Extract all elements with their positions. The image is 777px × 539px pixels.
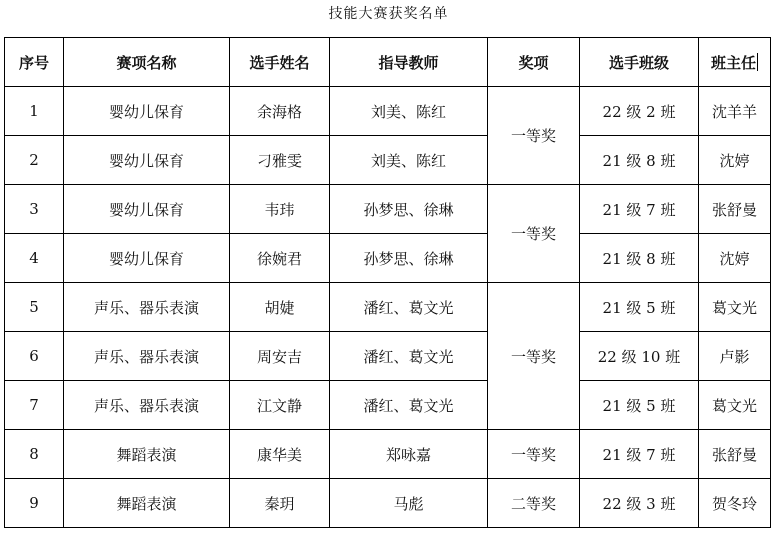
cell-award: 一等奖 [488, 185, 580, 283]
award-table [4, 37, 771, 528]
cell-event: 婴幼儿保育 [64, 185, 230, 234]
cell-student: 徐婉君 [230, 234, 330, 283]
cell-head-teacher: 张舒曼 [699, 185, 771, 234]
cell-student: 康华美 [230, 430, 330, 479]
cell-student: 江文静 [230, 381, 330, 430]
cell-event: 声乐、器乐表演 [64, 381, 230, 430]
cell-event: 舞蹈表演 [64, 479, 230, 528]
table-row [5, 430, 771, 479]
cell-head-teacher: 沈羊羊 [699, 87, 771, 136]
header-event: 赛项名称 [64, 38, 230, 87]
cell-seq: 9 [5, 479, 64, 528]
cell-teacher: 马彪 [330, 479, 488, 528]
cell-teacher: 潘红、葛文光 [330, 332, 488, 381]
table-row [5, 87, 771, 136]
header-head-teacher[interactable] [699, 38, 771, 87]
table-row [5, 136, 771, 185]
header-teacher: 指导教师 [330, 38, 488, 87]
cell-event: 婴幼儿保育 [64, 136, 230, 185]
cell-seq: 1 [5, 87, 64, 136]
cell-seq: 6 [5, 332, 64, 381]
text-cursor [757, 53, 758, 71]
cell-event: 声乐、器乐表演 [64, 332, 230, 381]
header-row [5, 38, 771, 87]
cell-event: 声乐、器乐表演 [64, 283, 230, 332]
cell-class: 21 级 7 班 [580, 430, 699, 479]
cell-class: 22 级 2 班 [580, 87, 699, 136]
cell-head-teacher: 葛文光 [699, 381, 771, 430]
table-row [5, 283, 771, 332]
cell-event: 舞蹈表演 [64, 430, 230, 479]
cell-teacher: 孙梦思、徐琳 [330, 185, 488, 234]
table-row [5, 381, 771, 430]
cell-student: 余海格 [230, 87, 330, 136]
cell-teacher: 潘红、葛文光 [330, 381, 488, 430]
cell-class: 22 级 10 班 [580, 332, 699, 381]
cell-teacher: 潘红、葛文光 [330, 283, 488, 332]
cell-head-teacher: 贺冬玲 [699, 479, 771, 528]
table-row [5, 332, 771, 381]
cell-head-teacher: 张舒曼 [699, 430, 771, 479]
cell-teacher: 郑咏嘉 [330, 430, 488, 479]
cell-teacher: 孙梦思、徐琳 [330, 234, 488, 283]
cell-head-teacher: 卢影 [699, 332, 771, 381]
cell-event: 婴幼儿保育 [64, 87, 230, 136]
header-award: 奖项 [488, 38, 580, 87]
table-row [5, 479, 771, 528]
cell-head-teacher: 葛文光 [699, 283, 771, 332]
cell-seq: 5 [5, 283, 64, 332]
header-student: 选手姓名 [230, 38, 330, 87]
cell-award: 一等奖 [488, 430, 580, 479]
cell-teacher: 刘美、陈红 [330, 136, 488, 185]
cell-seq: 7 [5, 381, 64, 430]
document-title: 技能大赛获奖名单 [328, 6, 449, 22]
table-row [5, 234, 771, 283]
cell-teacher: 刘美、陈红 [330, 87, 488, 136]
cell-student: 周安吉 [230, 332, 330, 381]
cell-seq: 8 [5, 430, 64, 479]
cell-award: 一等奖 [488, 87, 580, 185]
cell-head-teacher: 沈婷 [699, 136, 771, 185]
header-head-teacher-label: 班主任 [710, 53, 756, 72]
cell-seq: 3 [5, 185, 64, 234]
cell-head-teacher: 沈婷 [699, 234, 771, 283]
cell-student: 秦玥 [230, 479, 330, 528]
cell-seq: 2 [5, 136, 64, 185]
cell-class: 21 级 8 班 [580, 234, 699, 283]
header-seq: 序号 [5, 38, 64, 87]
cell-award: 一等奖 [488, 283, 580, 430]
cell-award: 二等奖 [488, 479, 580, 528]
table-row [5, 185, 771, 234]
cell-class: 21 级 5 班 [580, 283, 699, 332]
header-class: 选手班级 [580, 38, 699, 87]
cell-student: 胡婕 [230, 283, 330, 332]
cell-class: 21 级 8 班 [580, 136, 699, 185]
cell-class: 22 级 3 班 [580, 479, 699, 528]
cell-event: 婴幼儿保育 [64, 234, 230, 283]
cell-student: 刁雅雯 [230, 136, 330, 185]
cell-seq: 4 [5, 234, 64, 283]
cell-class: 21 级 7 班 [580, 185, 699, 234]
cell-student: 韦玮 [230, 185, 330, 234]
cell-class: 21 级 5 班 [580, 381, 699, 430]
